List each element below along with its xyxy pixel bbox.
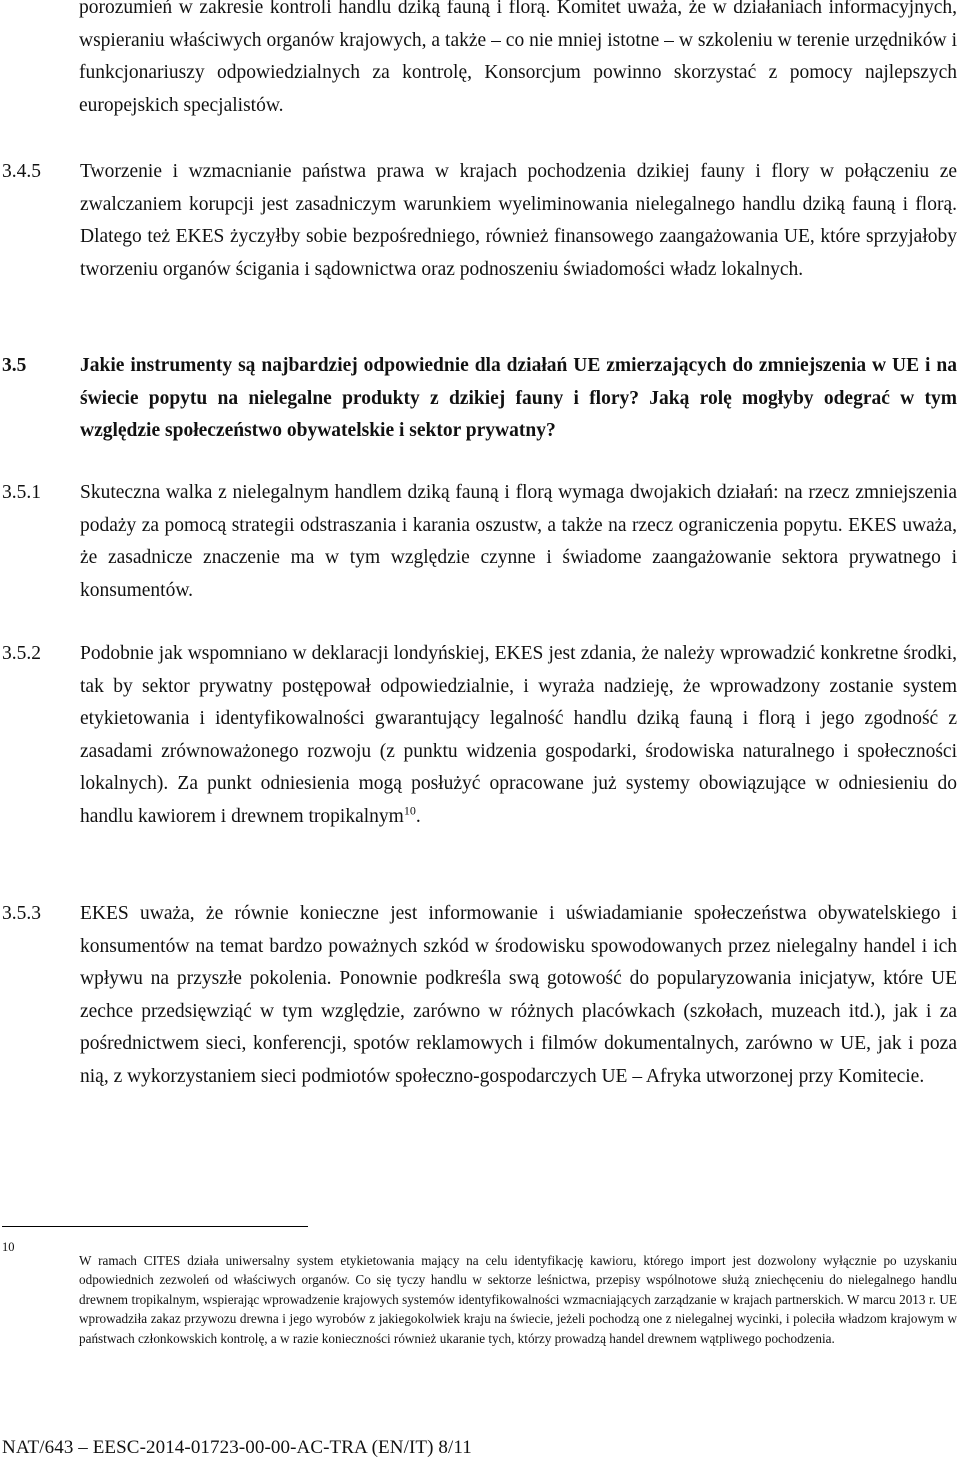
section-text: EKES uważa, że równie konieczne jest informowanie i uświadamianie społeczeństwa obywatelskiego i konsumentów na temat bardzo poważnych szkód w środowisku spowodowanych przez nielegalny handel i ich wpływu na przyszłe pokolenia. Ponownie podkreśla swą gotowość do popularyzowania inicjatyw, które UE zechce przedsięwziąć w tym względzie, zarówno w różnych placówkach (szkołach, muzeach itd.), jak i za pośrednictwem sieci, konferencji, spotów reklamowych i filmów dokumentalnych, zarówno w UE, jak i poza nią, z wykorzystaniem sieci podmiotów społeczno-gospodarczych UE – Afryka utworzonej przy Komitecie. (80, 903, 957, 1087)
section-text: Podobnie jak wspomniano w deklaracji londyńskiej, EKES jest zdania, że należy wprowadzić konkretne środki, tak by sektor prywatny postępował odpowiedzialnie, i wyraża nadzieję, że wprowadzony zostanie system etykietowania i identyfikowalności gwarantujący legalność handlu dziką fauną i florą i jego zgodność z zasadami zrównoważonego rozwoju (z punktu widzenia gospodarki, środowiska naturalnego i społeczności lokalnych). Za punkt odniesienia mogą posłużyć opracowane już systemy obowiązujące w odniesieniu do handlu kawiorem i drewnem tropikalnym (80, 643, 957, 827)
footnote-text: W ramach CITES działa uniwersalny system etykietowania mający na celu identyfikację kawioru, którego import jest dozwolony wyłącznie po uzyskaniu odpowiednich zezwoleń od właściwych organów. Co się tyczy handlu w sektorze leśnictwa, przepisy wspólnotowe służą zniechęceniu do nielegalnego handlu drewnem tropikalnym, wspierając wprowadzenie krajowych systemów identyfikowalności wzmacniających zarządzanie w krajach partnerskich. W marcu 2013 r. UE wprowadziła zakaz przywozu drewna i jego wyrobów z jakiegokolwiek kraju na świecie, jeżeli pochodzą one z nielegalnej wycinki, i poleciła władzom krajowym w państwach członkowskich kontrolę, a w razie konieczności również ukaranie tych, którzy prowadzą handel drewnem wątpliwego pochodzenia. (79, 1253, 957, 1346)
section-text: Jakie instrumenty są najbardziej odpowiednie dla działań UE zmierzających do zmniejszenia w UE i na świecie popytu na nielegalne produkty z dzikiej fauny i flory? Jaką rolę mogłyby odegrać w tym względzie społeczeństwo obywatelskie i sektor prywatny? (80, 355, 957, 442)
section-number: 3.5.2 (2, 643, 41, 664)
section-text: Skuteczna walka z nielegalnym handlem dziką fauną i florą wymaga dwojakich działań: na rzecz zmniejszenia podaży za pomocą strategii odstraszania i karania oszustw, a także na rzecz ograniczenia popytu. EKES uważa, że zasadnicze znaczenie ma w tym względzie czynne i świadome zaangażowanie sektora prywatnego i konsumentów. (80, 482, 957, 601)
section-number: 3.5 (2, 355, 27, 376)
section-number: 3.5.1 (2, 482, 41, 503)
section-text: Tworzenie i wzmacnianie państwa prawa w krajach pochodzenia dzikiej fauny i flory w połączeniu ze zwalczaniem korupcji jest zasadniczym warunkiem wyeliminowania nielegalnego handlu dziką fauną i florą. Dlatego też EKES życzyłby sobie bezpośredniego, również finansowego zaangażowania UE, które sprzyjałoby tworzeniu organów ścigania i sądownictwa oraz podnoszeniu świadomości władz lokalnych. (80, 161, 957, 280)
footnote-mark: 10 (2, 1240, 15, 1254)
intro-paragraph (79, 0, 957, 122)
section-text-container (80, 638, 957, 834)
section-text-tail: . (415, 805, 421, 827)
footnote-separator (2, 1226, 308, 1227)
intro-text: porozumień w zakresie kontroli handlu dziką fauną i florą. Komitet uważa, że w działaniach informacyjnych, wspieraniu właściwych organów krajowych, a także – co nie mniej istotne – w szkoleniu w terenie urzędników i funkcjonariuszy odpowiedzialnych za kontrolę, Konsorcjum powinno skorzystać z pomocy najlepszych europejskich specjalistów. (79, 0, 957, 116)
page-footer: NAT/643 – EESC-2014-01723-00-00-AC-TRA (EN/IT) 8/11 (2, 1437, 472, 1458)
footnote-reference[interactable]: 10 (403, 803, 416, 818)
section-number: 3.4.5 (2, 161, 41, 182)
section-number: 3.5.3 (2, 903, 41, 924)
